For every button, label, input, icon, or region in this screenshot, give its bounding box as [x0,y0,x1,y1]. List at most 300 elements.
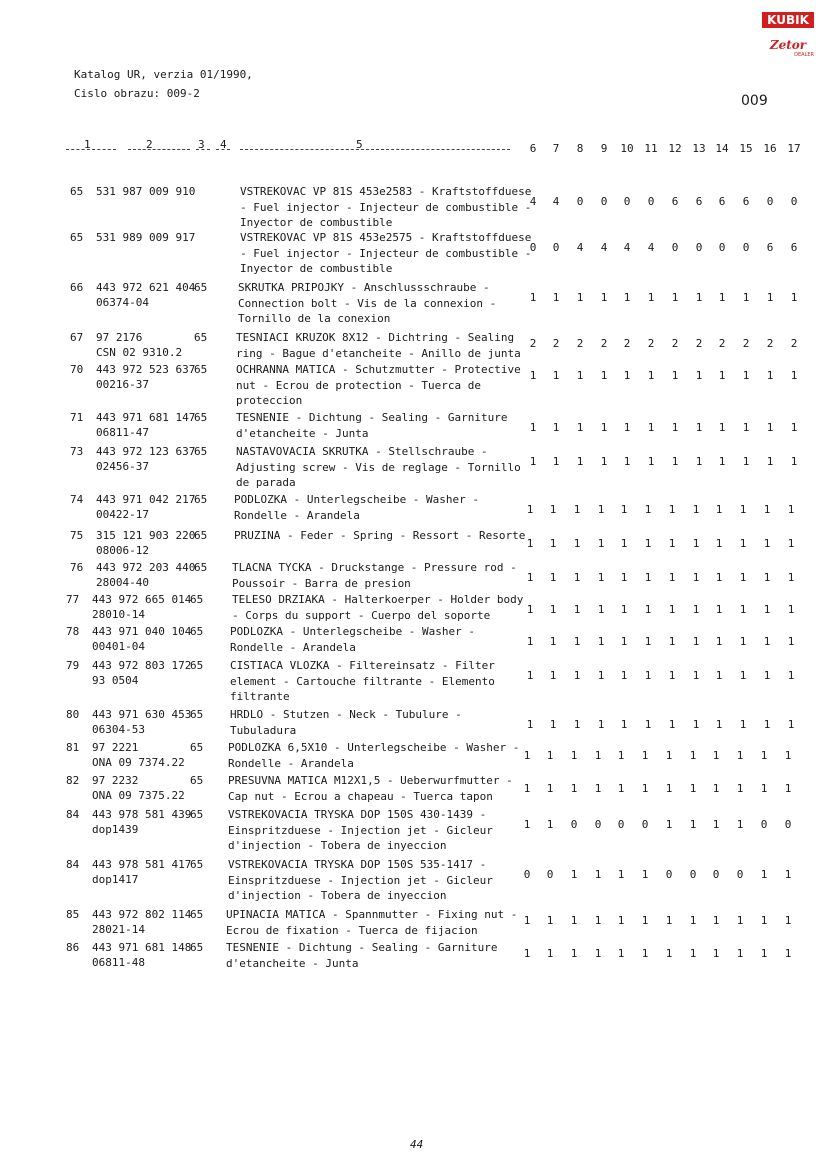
quantity-cell: 6 [671,195,679,208]
table-row [0,280,826,325]
quantity-cell: 1 [712,818,720,831]
header-rule-1 [66,149,116,150]
quantity-cell: 1 [600,291,608,304]
quantity-cell: 0 [552,241,560,254]
part-number: 443 971 040 104 [92,625,192,638]
quantity-cell: 1 [668,635,676,648]
quantity-cell: 0 [665,868,673,881]
quantity-cell: 1 [787,718,795,731]
quantity-cell: 2 [742,337,750,350]
qty-column-header: 13 [692,142,706,155]
quantity-cell: 1 [763,669,771,682]
position-number: 65 [70,231,84,244]
qty-column-header: 14 [715,142,729,155]
description-line: VSTREKOVACIA TRYSKA DOP 150S 535-1417 - [228,858,487,871]
description-line: HRDLO - Stutzen - Neck - Tubulure - [230,708,462,721]
quantity-cell: 1 [597,571,605,584]
reference-number: 65 [194,411,208,424]
quantity-cell: 1 [526,669,534,682]
quantity-cell: 1 [546,914,554,927]
quantity-cell: 1 [689,914,697,927]
description-line: Inyector de combustible [240,216,393,229]
position-number: 82 [66,774,80,787]
quantity-cell: 1 [760,749,768,762]
quantity-cell: 1 [549,503,557,516]
description-line: PRUZINA - Feder - Spring - Ressort - Resorte [234,529,526,542]
quantity-cell: 1 [736,914,744,927]
qty-column-header: 17 [787,142,801,155]
quantity-cell: 1 [742,291,750,304]
quantity-cell: 2 [695,337,703,350]
quantity-cell: 1 [760,868,768,881]
description-line: Cap nut - Ecrou a chapeau - Tuerca tapon [228,789,493,803]
qty-column-header: 7 [552,142,560,155]
table-row [0,362,826,407]
quantity-cell: 1 [766,291,774,304]
quantity-cell: 1 [523,749,531,762]
table-row [0,230,826,275]
col-label-1: 1 [84,138,91,151]
quantity-cell: 1 [671,291,679,304]
quantity-cell: 1 [644,537,652,550]
reference-number: 65 [190,741,204,754]
part-number: 443 978 581 417 [92,858,192,871]
quantity-cell: 1 [784,782,792,795]
quantity-cell: 1 [766,421,774,434]
quantity-cell: 1 [576,369,584,382]
quantity-cell: 1 [692,635,700,648]
table-row [0,410,826,440]
quantity-cell: 1 [641,947,649,960]
col-label-5: 5 [356,138,363,151]
quantity-cell: 0 [594,818,602,831]
quantity-cell: 1 [549,537,557,550]
alt-code: 06811-48 [92,956,145,969]
reference-number: 65 [190,908,204,921]
quantity-cell: 0 [766,195,774,208]
quantity-cell: 1 [715,635,723,648]
part-number: 443 971 681 147 [96,411,196,424]
page-number: 44 [410,1138,424,1151]
position-number: 85 [66,908,80,921]
reference-number: 65 [190,659,204,672]
quantity-cell: 1 [600,369,608,382]
quantity-cell: 1 [641,749,649,762]
quantity-cell: 1 [620,669,628,682]
quantity-cell: 1 [644,571,652,584]
quantity-cell: 0 [529,241,537,254]
quantity-cell: 1 [529,291,537,304]
quantity-cell: 1 [718,455,726,468]
table-row [0,907,826,937]
quantity-cell: 1 [641,868,649,881]
quantity-cell: 1 [787,603,795,616]
quantity-cell: 1 [600,421,608,434]
quantity-cell: 1 [623,421,631,434]
quantity-cell: 1 [523,914,531,927]
quantity-cell: 1 [552,291,560,304]
position-number: 65 [70,185,84,198]
part-number: 97 2176 [96,331,143,344]
quantity-cell: 1 [597,635,605,648]
quantity-cell: 1 [736,749,744,762]
col-label-3: 3 [198,138,205,151]
quantity-cell: 1 [546,818,554,831]
quantity-cell: 1 [784,868,792,881]
quantity-cell: 1 [739,718,747,731]
quantity-cell: 1 [665,782,673,795]
quantity-cell: 1 [573,571,581,584]
quantity-cell: 1 [787,669,795,682]
quantity-cell: 1 [647,291,655,304]
quantity-cell: 6 [718,195,726,208]
description-line: Connection bolt - Vis de la connexion - [238,296,497,310]
quantity-cell: 1 [549,718,557,731]
quantity-cell: 0 [641,818,649,831]
quantity-cell: 1 [760,947,768,960]
table-row [0,528,826,557]
table-row [0,492,826,522]
description-line: Tubuladura [230,723,297,737]
quantity-cell: 1 [617,947,625,960]
quantity-cell: 4 [600,241,608,254]
quantity-cell: 0 [718,241,726,254]
reference-number: 65 [194,529,208,542]
qty-column-header: 9 [600,142,608,155]
image-number: Cislo obrazu: 009-2 [74,87,200,100]
description-line: Rondelle - Arandela [234,508,360,522]
position-number: 67 [70,331,84,344]
quantity-cell: 1 [790,455,798,468]
quantity-cell: 0 [576,195,584,208]
alt-code: 28010-14 [92,608,145,621]
description-line: NASTAVOVACIA SKRUTKA - Stellschraube - [236,445,488,458]
quantity-cell: 1 [647,369,655,382]
alt-code: 02456-37 [96,460,149,473]
quantity-cell: 2 [576,337,584,350]
quantity-cell: 1 [594,947,602,960]
description-line: TESNIACI KRUZOK 8X12 - Dichtring - Sealing [236,331,515,344]
position-number: 75 [70,529,84,542]
part-number: 443 972 123 637 [96,445,196,458]
qty-column-header: 12 [668,142,682,155]
quantity-cell: 2 [790,337,798,350]
quantity-cell: 0 [623,195,631,208]
page-code: 009 [741,93,768,109]
quantity-cell: 1 [695,291,703,304]
col-label-2: 2 [146,138,153,151]
part-number: 97 2232 [92,774,139,787]
quantity-cell: 1 [739,635,747,648]
quantity-cell: 1 [763,503,771,516]
quantity-cell: 6 [766,241,774,254]
quantity-cell: 1 [668,503,676,516]
quantity-cell: 1 [573,603,581,616]
quantity-cell: 1 [570,947,578,960]
quantity-cell: 1 [647,455,655,468]
quantity-cell: 1 [760,782,768,795]
alt-code: ONA 09 7375.22 [92,789,185,802]
quantity-cell: 1 [597,537,605,550]
quantity-cell: 1 [597,503,605,516]
quantity-cell: 1 [597,718,605,731]
description-line: PODLOZKA 6,5X10 - Unterlegscheibe - Washer - [228,741,520,754]
quantity-cell: 1 [790,421,798,434]
quantity-cell: 1 [784,749,792,762]
description-line: - Fuel injector - Injecteur de combustible - [240,246,532,260]
quantity-cell: 0 [742,241,750,254]
quantity-cell: 1 [736,947,744,960]
quantity-cell: 0 [570,818,578,831]
reference-number: 65 [190,774,204,787]
qty-column-header: 10 [620,142,634,155]
quantity-cell: 1 [526,571,534,584]
quantity-cell: 1 [736,818,744,831]
quantity-cell: 1 [763,571,771,584]
catalog-title: Katalog UR, verzia 01/1990, [74,68,253,81]
reference-number: 65 [190,625,204,638]
quantity-cell: 1 [573,718,581,731]
description-line: UPINACIA MATICA - Spannmutter - Fixing nut - [226,908,518,921]
quantity-cell: 1 [529,421,537,434]
quantity-cell: 1 [549,669,557,682]
quantity-cell: 1 [695,421,703,434]
position-number: 70 [70,363,84,376]
quantity-cell: 2 [623,337,631,350]
quantity-cell: 1 [623,369,631,382]
quantity-cell: 1 [689,782,697,795]
table-row [0,807,826,852]
quantity-cell: 1 [718,291,726,304]
table-row [0,857,826,902]
quantity-cell: 4 [529,195,537,208]
position-number: 78 [66,625,80,638]
quantity-cell: 1 [597,669,605,682]
quantity-cell: 0 [760,818,768,831]
quantity-cell: 1 [692,571,700,584]
quantity-cell: 1 [760,914,768,927]
quantity-cell: 1 [739,571,747,584]
alt-code: 28004-40 [96,576,149,589]
alt-code: 28021-14 [92,923,145,936]
header-rule-2 [128,149,190,150]
description-line: element - Cartouche filtrante - Elemento [230,674,495,688]
reference-number: 65 [194,363,208,376]
quantity-cell: 1 [763,635,771,648]
reference-number: 65 [194,561,208,574]
quantity-cell: 1 [594,749,602,762]
quantity-cell: 1 [787,537,795,550]
quantity-cell: 1 [546,947,554,960]
quantity-cell: 1 [644,669,652,682]
quantity-cell: 1 [552,455,560,468]
description-line: Ecrou de fixation - Tuerca de fijacion [226,923,478,937]
description-line: Inyector de combustible [240,262,393,275]
quantity-cell: 1 [712,782,720,795]
description-line: PODLOZKA - Unterlegscheibe - Washer - [234,493,480,506]
part-number: 443 971 681 148 [92,941,192,954]
position-number: 79 [66,659,80,672]
quantity-cell: 1 [526,603,534,616]
quantity-cell: 1 [784,947,792,960]
quantity-cell: 1 [766,455,774,468]
quantity-cell: 1 [715,537,723,550]
quantity-cell: 1 [526,718,534,731]
description-line: filtrante [230,690,290,703]
description-line: proteccion [236,394,303,407]
quantity-cell: 1 [712,749,720,762]
quantity-cell: 1 [576,291,584,304]
quantity-cell: 0 [617,818,625,831]
quantity-cell: 2 [529,337,537,350]
alt-code: 06304-53 [92,723,145,736]
table-row [0,624,826,654]
quantity-cell: 0 [600,195,608,208]
position-number: 77 [66,593,80,606]
quantity-cell: 1 [594,782,602,795]
part-number: 443 972 621 404 [96,281,196,294]
alt-code: 00216-37 [96,378,149,391]
alt-code: 06374-04 [96,296,149,309]
quantity-cell: 0 [647,195,655,208]
description-line: Rondelle - Arandela [228,756,354,770]
quantity-cell: 1 [594,868,602,881]
quantity-cell: 1 [576,455,584,468]
quantity-cell: 0 [689,868,697,881]
quantity-cell: 1 [712,947,720,960]
quantity-cell: 0 [712,868,720,881]
quantity-cell: 1 [671,421,679,434]
description-line: OCHRANNA MATICA - Schutzmutter - Protective [236,363,521,376]
quantity-cell: 1 [718,421,726,434]
quantity-cell: 1 [641,914,649,927]
quantity-cell: 1 [715,718,723,731]
part-number: 443 978 581 439 [92,808,192,821]
quantity-cell: 0 [790,195,798,208]
alt-code: 08006-12 [96,544,149,557]
quantity-cell: 1 [549,635,557,648]
position-number: 84 [66,808,80,821]
description-line: de parada [236,476,296,489]
description-line: Adjusting screw - Vis de reglage - Tornillo [236,460,521,474]
quantity-cell: 0 [523,868,531,881]
quantity-cell: 6 [790,241,798,254]
quantity-cell: 6 [695,195,703,208]
quantity-cell: 2 [647,337,655,350]
quantity-cell: 1 [787,635,795,648]
quantity-cell: 1 [523,782,531,795]
reference-number: 65 [194,331,208,344]
quantity-cell: 1 [763,718,771,731]
col-label-4: 4 [220,138,227,151]
quantity-cell: 1 [766,369,774,382]
position-number: 84 [66,858,80,871]
position-number: 86 [66,941,80,954]
quantity-cell: 4 [623,241,631,254]
position-number: 76 [70,561,84,574]
alt-code: 93 0504 [92,674,139,687]
quantity-cell: 1 [692,603,700,616]
table-row [0,592,826,622]
part-number: 443 972 665 014 [92,593,192,606]
quantity-cell: 0 [671,241,679,254]
quantity-cell: 1 [620,718,628,731]
quantity-cell: 1 [784,914,792,927]
quantity-cell: 1 [790,369,798,382]
description-line: PODLOZKA - Unterlegscheibe - Washer - [230,625,476,638]
quantity-cell: 1 [623,455,631,468]
part-number: 443 972 203 440 [96,561,196,574]
quantity-cell: 1 [763,537,771,550]
quantity-cell: 1 [695,369,703,382]
quantity-cell: 1 [668,537,676,550]
quantity-cell: 0 [736,868,744,881]
position-number: 66 [70,281,84,294]
description-line: - Corps du support - Cuerpo del soporte [232,608,491,622]
quantity-cell: 1 [692,503,700,516]
description-line: Tornillo de la conexion [238,312,391,325]
logo-sub-brand: Zetor [769,38,807,52]
description-line: TLACNA TYCKA - Druckstange - Pressure rod - [232,561,517,574]
quantity-cell: 1 [526,635,534,648]
quantity-cell: 1 [573,537,581,550]
qty-column-header: 11 [644,142,658,155]
quantity-cell: 1 [692,537,700,550]
reference-number: 65 [194,281,208,294]
quantity-cell: 1 [689,818,697,831]
quantity-cell: 1 [671,455,679,468]
quantity-cell: 1 [549,571,557,584]
quantity-cell: 1 [546,749,554,762]
quantity-cell: 1 [526,503,534,516]
description-line: Rondelle - Arandela [230,640,356,654]
table-row [0,940,826,970]
quantity-cell: 1 [695,455,703,468]
quantity-cell: 4 [576,241,584,254]
description-line: VSTREKOVAC VP 81S 453e2583 - Kraftstoffduese [240,185,532,198]
quantity-cell: 1 [715,603,723,616]
quantity-cell: 1 [617,749,625,762]
description-line: Einspritzduese - Injection jet - Gicleur [228,873,493,887]
alt-code: dop1439 [92,823,139,836]
quantity-cell: 1 [739,603,747,616]
description-line: d'etancheite - Junta [226,956,359,970]
quantity-cell: 1 [671,369,679,382]
alt-code: 00401-04 [92,640,145,653]
part-number: 97 2221 [92,741,139,754]
position-number: 81 [66,741,80,754]
quantity-cell: 1 [570,749,578,762]
quantity-cell: 1 [570,868,578,881]
description-line: Poussoir - Barra de presion [232,576,411,590]
quantity-cell: 2 [766,337,774,350]
part-number: 443 971 042 217 [96,493,196,506]
quantity-cell: 1 [742,369,750,382]
quantity-cell: 1 [644,718,652,731]
alt-code: 06811-47 [96,426,149,439]
quantity-cell: 1 [668,718,676,731]
quantity-cell: 1 [552,369,560,382]
quantity-cell: 1 [668,571,676,584]
description-line: TESNENIE - Dichtung - Sealing - Garniture [226,941,498,954]
quantity-cell: 1 [620,635,628,648]
quantity-cell: 1 [617,914,625,927]
reference-number: 65 [190,808,204,821]
quantity-cell: 1 [668,603,676,616]
quantity-cell: 0 [546,868,554,881]
quantity-cell: 1 [644,635,652,648]
quantity-cell: 1 [617,782,625,795]
